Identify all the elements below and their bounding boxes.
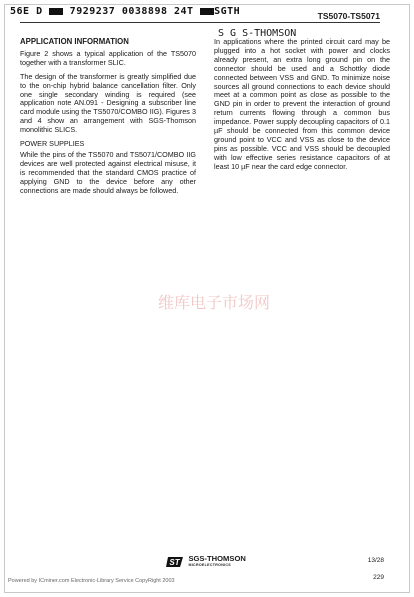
scan-header-code: [10, 6, 240, 17]
subheading-power-supplies: POWER SUPPLIES: [20, 139, 85, 149]
sgs-thomson-logo: [166, 553, 246, 571]
paragraph-grounding: In applications where the printed circuit card may be plugged into a hot socket with power and clocks already present, an extra long ground pin on the connector should be used and a Schottky diode connected between VSS and GND. To minimize noise sources all ground connections to each device should meet at a common point as close as possible to the GND pin in order to prevent the interaction of ground return currents flowing through a common bus impedance. Power supply decoupling capacitors of 0.1 µF should be connected from this common device ground point to VCC and VSS as close to the device pins as possible. VCC and VSS should be decoupled with low effective series resistance capacitors of at least 10 µF near the card edge connector.: [214, 37, 390, 171]
footer-copyright: Powered by ICminer.com Electronic-Library Service CopyRight 2003: [8, 578, 175, 584]
right-column: [214, 38, 390, 177]
paragraph-transformer: The design of the transformer is greatly simplified due to the on-chip hybrid balance cancellation filter. Only one single secondary winding is required (see application note AN.091 - Designing a subscriber line card module using the TS5070/COMBO IIG). Figures 3 and 4 show an arrangement with SGS-Thomson monolithic SLICS.: [20, 71, 196, 135]
logo-brand-sub: MICROELECTRONICS: [188, 562, 231, 567]
scan-code-middle: 7929237 0038898 24T: [69, 6, 194, 17]
scan-block-mark-2: [200, 8, 214, 15]
header-rule: [20, 22, 380, 23]
paragraph-intro: Figure 2 shows a typical application of the TS5070 together with a transformer SLIC.: [20, 48, 196, 67]
paragraph-power-supplies: While the pins of the TS5070 and TS5071/COMBO IIG devices are well protected against electrical misuse, it is recommended that the standard CMOS practice of applying GND to the device before any other connections are made should always be followed.: [20, 149, 196, 195]
svg-text:ST: ST: [169, 557, 180, 567]
page-number: 229: [373, 574, 384, 581]
stamp-text: S G S-THOMSON: [218, 28, 297, 39]
page-fraction: 13/28: [367, 557, 384, 564]
part-number-header: TS5070-TS5071: [317, 11, 380, 21]
scan-block-mark: [49, 8, 63, 15]
watermark-text: 维库电子市场网: [158, 295, 271, 312]
scan-code-left: 56E D: [10, 6, 43, 17]
left-column: [20, 38, 196, 201]
logo-brand-name: SGS-THOMSON: [188, 553, 246, 563]
st-logo-icon: [166, 556, 184, 568]
section-heading: APPLICATION INFORMATION: [20, 37, 129, 46]
logo-brand: [188, 555, 245, 569]
scan-code-right: SGTH: [214, 6, 241, 17]
